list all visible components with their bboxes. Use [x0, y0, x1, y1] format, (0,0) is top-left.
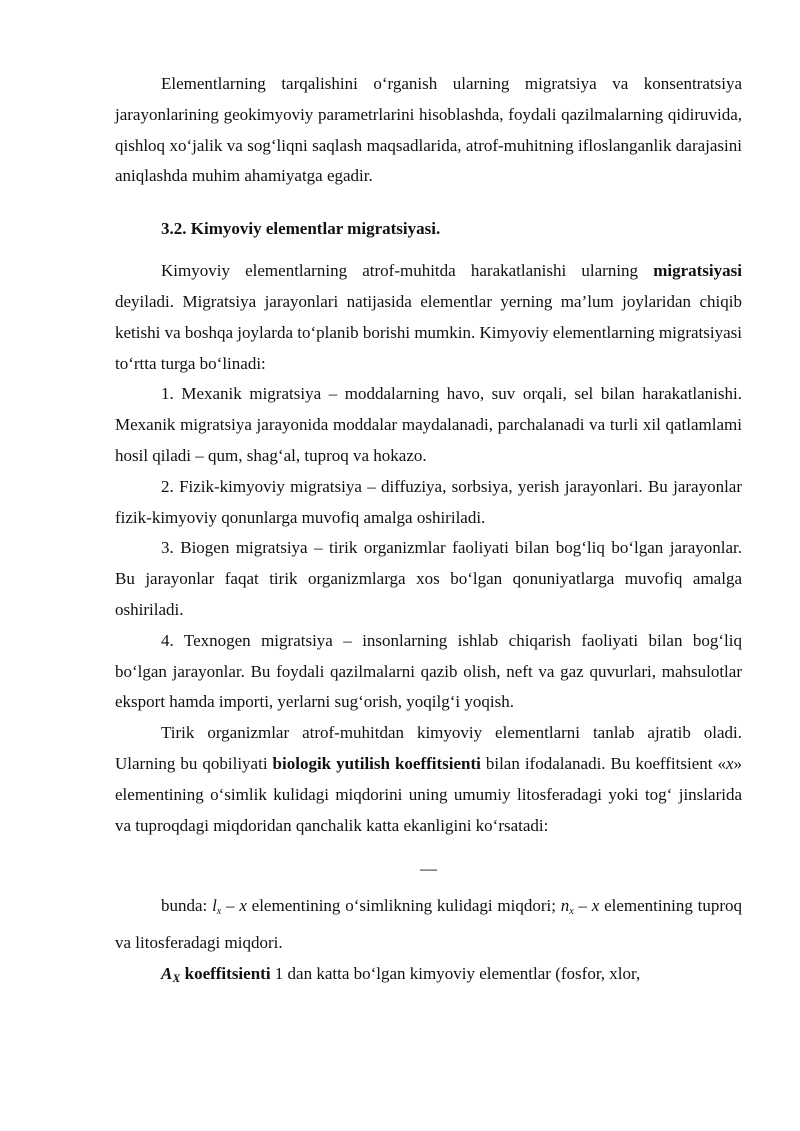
bold-term-coefficient: biologik yutilish koeffitsienti: [272, 753, 481, 773]
list-item-biogenic: 3. Biogen migratsiya – tirik organizmlar faoliyati bilan bog‘liq bo‘lgan jarayonlar. Bu jarayonlar faqat tirik organizmlarga xos bo‘lgan qonuniyatlarga muvofiq amalga oshiriladi.: [115, 538, 742, 619]
symbol-a: A: [161, 963, 173, 983]
bold-term-koeffitsienti: koeffitsienti: [180, 963, 271, 983]
paragraph-formula-legend: [115, 891, 742, 959]
text-span: Kimyoviy elementlarning atrof-muhitda harakatlanishi ularning: [161, 261, 654, 281]
text-span: elementining o‘simlikning kulidagi miqdori;: [246, 896, 561, 916]
text-span: bunda:: [161, 896, 213, 916]
subscript-x: x: [569, 906, 574, 918]
text-span: –: [221, 896, 240, 916]
symbol-n: n: [560, 896, 570, 916]
paragraph-migration-definition: [115, 256, 742, 379]
text-span: » elementining o‘simlik kulidagi miqdorini uning umumiy litosferadagi yoki tog‘ jinslarida va tuproqdagi miqdoridan qanchalik katta ekanligini ko‘rsatadi:: [115, 753, 742, 835]
list-item-mechanical: 1. Mexanik migratsiya – moddalarning havo, suv orqali, sel bilan harakatlanishi. Mexanik migratsiya jarayonida moddalar maydalanadi, parchalanadi va turli xil qatlamlami hosil qiladi – qum, shag‘al, tuproq va hokazo.: [115, 384, 742, 465]
subscript-x: X: [172, 970, 181, 985]
symbol-l: l: [212, 896, 217, 916]
italic-x: x: [591, 896, 600, 916]
italic-x: x: [239, 896, 247, 916]
italic-x: x: [725, 753, 734, 773]
text-span: Tirik organizmlar atrof-muhitdan kimyoviy elementlarni tanlab ajratib oladi. Ularning bu qobiliyati: [115, 723, 742, 773]
paragraph-ax-coefficient: [115, 959, 742, 994]
bold-term-migratsiyasi: migratsiyasi: [653, 261, 742, 281]
paragraph-intro: Elementlarning tarqalishini o‘rganish ularning migratsiya va konsentratsiya jarayonlarining geokimyoviy parametrlarini hisoblashda, foydali qazilmalarning qidiruvida, qishloq xo‘jalik va sog‘liqni saqlash maqsadlarida, atrof-muhitning ifloslanganlik darajasini aniqlashda muhim ahamiyatga egadir.: [115, 74, 742, 186]
list-item-technogenic: 4. Texnogen migratsiya – insonlarning ishlab chiqarish faoliyati bilan bog‘liq bo‘lgan jarayonlar. Bu foydali qazilmalarni qazib olish, neft va gaz quvurlari, mahsulotlar eksport hamda importi, yerlarni sug‘orish, yoqilg‘i yoqish.: [115, 630, 742, 712]
text-span: elementining tuproq va litosferadagi miqdori.: [115, 896, 743, 953]
formula: —: [420, 859, 437, 879]
section-heading: 3.2. Kimyoviy elementlar migratsiyasi.: [161, 219, 441, 239]
text-span: –: [573, 896, 592, 916]
text-span: 1 dan katta bo‘lgan kimyoviy elementlar (fosfor, xlor,: [270, 963, 641, 983]
text-span: deyiladi. Migratsiya jarayonlari natijasida elementlar yerning ma’lum joylaridan chiqib ketishi va boshqa joylarda to‘planib borishi mumkin. Kimyoviy elementlarning migratsiyasi to‘rtta turga bo‘linadi:: [115, 291, 743, 373]
subscript-x: x: [216, 906, 222, 918]
list-item-physico-chemical: 2. Fizik-kimyoviy migratsiya – diffuziya, sorbsiya, yerish jarayonlari. Bu jarayonlar fizik-kimyoviy qonunlarga muvofiq amalga oshiriladi.: [115, 476, 742, 527]
text-span: bilan ifodalanadi. Bu koeffitsient «: [480, 753, 726, 773]
paragraph-biological-coefficient: [115, 718, 742, 841]
